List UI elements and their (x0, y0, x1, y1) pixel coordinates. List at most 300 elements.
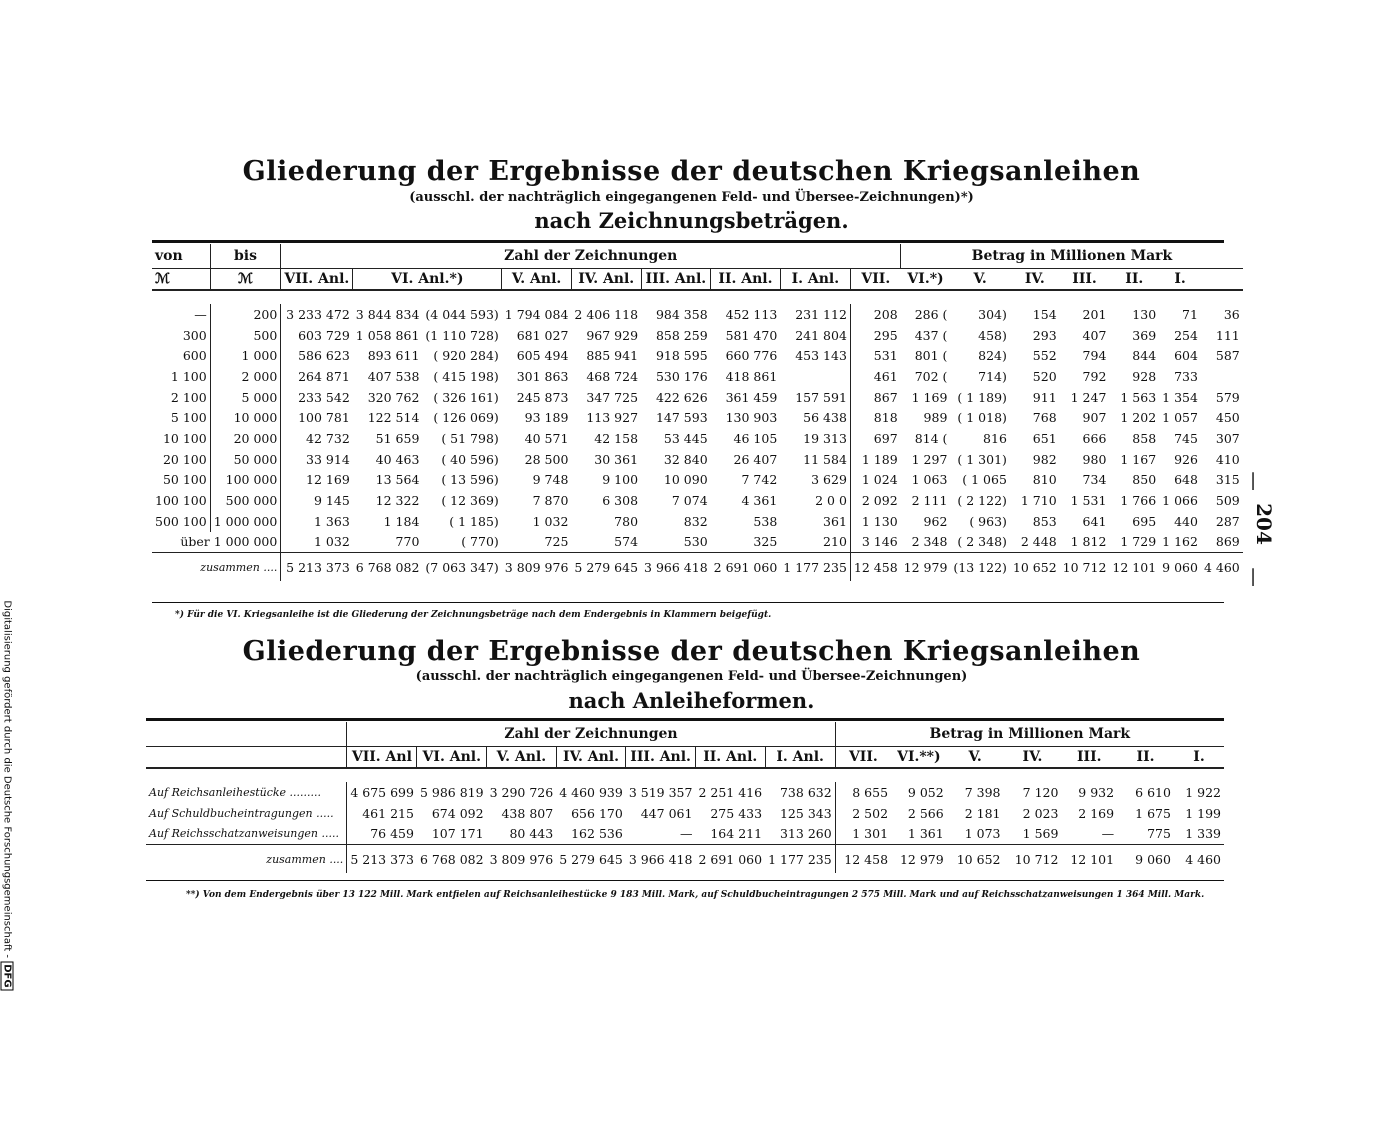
cell-a7: 1 301 (835, 823, 891, 844)
cell-c4: 9 100 (602, 472, 639, 488)
unit-von: ℳ (155, 270, 170, 287)
cell-a1: 1 922 (1185, 784, 1221, 800)
total-a5: 10 652 (947, 845, 1004, 874)
total-a6: 12 979 (891, 845, 947, 874)
count-col-header: IV. Anl. (571, 268, 641, 290)
cell-c1: 56 438 (803, 410, 847, 426)
cell-a2: 733 (1174, 368, 1198, 384)
cell-c6b: ( 13 596) (441, 472, 499, 488)
cell-a3: 369 (1132, 327, 1157, 343)
total-c4: 5 279 645 (571, 553, 641, 582)
cell-c4: 4 460 939 (559, 784, 623, 800)
cell-a3: 695 (1132, 513, 1157, 529)
cell-a1 (1201, 366, 1243, 387)
table-row (152, 490, 1243, 511)
total-c3: 3 966 418 (641, 553, 711, 582)
cell-c5: 1 032 (532, 513, 569, 529)
cell-c6b: ( 770) (461, 534, 499, 550)
row-bis: 50 000 (210, 449, 281, 470)
row-bis: 2 000 (210, 366, 281, 387)
cell-a1: 587 (1215, 348, 1240, 364)
count-col-header: VII. Anl (347, 746, 417, 768)
row-von: 100 100 (155, 493, 207, 509)
cell-c2: 660 776 (725, 348, 778, 364)
cell-c1: 231 112 (795, 306, 847, 322)
cell-c3: 10 090 (663, 472, 708, 488)
cell-c6: 320 762 (367, 389, 420, 405)
table1-heading: nach Zeichnungsbeträgen. (534, 208, 849, 233)
cell-a5: 2 181 (964, 805, 1001, 821)
amount-col-header: VII. (835, 746, 891, 768)
cell-a2: 1 162 (1162, 534, 1198, 550)
cell-c6b: ( 51 798) (441, 430, 499, 446)
page-number-dash-top: | (1250, 470, 1257, 491)
cell-a6: 1 361 (907, 826, 944, 842)
cell-c3: 984 358 (655, 306, 708, 322)
table1-title: Gliederung der Ergebnisse der deutschen Kriegsanleihen (242, 156, 1141, 187)
cell-a6b: 714) (978, 368, 1007, 384)
cell-a6b: ( 1 018) (957, 410, 1007, 426)
cell-a6: 437 ( (914, 327, 948, 343)
cell-c2: 538 (753, 513, 778, 529)
cell-a3: 1 202 (1120, 410, 1157, 426)
col-bis: bis (210, 244, 281, 268)
total-a5: 10 652 (1010, 553, 1060, 582)
cell-c6: 3 844 834 (355, 306, 420, 322)
cell-c1: 738 632 (779, 784, 832, 800)
table-row (152, 325, 1243, 346)
cell-c5: 681 027 (516, 327, 569, 343)
cell-a6: 702 ( (914, 368, 948, 384)
total-a6: 12 979 (901, 553, 951, 582)
table2-footnote: **) Von dem Endergebnis über 13 122 Mill. Mark entfielen auf Reichsanleihestücke 9 183 Mill. Mark, auf Schuldbucheintragungen 2 575 Mill. Mark und auf Reichsschatzanweisungen 1 364 Mill. Mark. (186, 890, 1205, 900)
cell-c4: 113 927 (586, 410, 639, 426)
cell-a1: 287 (1215, 513, 1240, 529)
cell-a5: 1 710 (1020, 493, 1057, 509)
cell-c6: 122 514 (367, 410, 420, 426)
cell-a4: 980 (1082, 451, 1107, 467)
cell-a2: 926 (1174, 451, 1198, 467)
row-bis: 5 000 (210, 387, 281, 408)
row-bis: 10 000 (210, 407, 281, 428)
cell-c7: 9 145 (281, 490, 353, 511)
cell-a6: 9 052 (907, 784, 944, 800)
row-bis: 1 000 (210, 345, 281, 366)
cell-a5: 520 (1032, 368, 1057, 384)
table1 (152, 244, 1243, 581)
count-col-header: II. Anl. (711, 268, 781, 290)
cell-a4: 1 812 (1070, 534, 1107, 550)
cell-c7: 264 871 (281, 366, 353, 387)
table2-bottom-rule (146, 880, 1224, 881)
table-row (152, 511, 1243, 532)
cell-c4: 468 724 (586, 368, 639, 384)
cell-a7: 208 (850, 304, 900, 325)
cell-a7: 1 024 (850, 470, 900, 491)
cell-c7: 100 781 (281, 407, 353, 428)
cell-a5: 154 (1032, 306, 1057, 322)
cell-c2: 130 903 (725, 410, 778, 426)
cell-c1: 157 591 (795, 389, 847, 405)
row-bis: 1 000 000 (210, 511, 281, 532)
cell-a5: 2 448 (1020, 534, 1057, 550)
cell-c6: 13 564 (375, 472, 420, 488)
count-col-header: I. Anl. (780, 268, 850, 290)
cell-a3: 844 (1132, 348, 1157, 364)
cell-a1: 111 (1215, 327, 1240, 343)
cell-c1 (780, 366, 850, 387)
total-a3: 12 101 (1061, 845, 1117, 874)
cell-a6b: ( 1 301) (957, 451, 1007, 467)
cell-a4: 907 (1082, 410, 1107, 426)
cell-a5: 982 (1032, 451, 1057, 467)
table1-subtitle: (ausschl. der nachträglich eingegangenen Feld- und Übersee-Zeichnungen)*) (409, 190, 974, 205)
cell-c5: 605 494 (516, 348, 569, 364)
cell-c7: 603 729 (281, 325, 353, 346)
cell-c2: 26 407 (733, 451, 778, 467)
table1-footnote: *) Für die VI. Kriegsanleihe ist die Gliederung der Zeichnungsbeträge nach dem Endergebnis in Klammern beigefügt. (175, 610, 772, 620)
cell-a5: 768 (1032, 410, 1057, 426)
total-c1: 1 177 235 (780, 553, 850, 582)
cell-c7: 33 914 (281, 449, 353, 470)
cell-c1: 313 260 (779, 826, 832, 842)
cell-a1: 1 199 (1185, 805, 1221, 821)
cell-a7: 295 (850, 325, 900, 346)
cell-a6b: ( 963) (969, 513, 1007, 529)
cell-c6: 5 986 819 (419, 784, 484, 800)
cell-a4: 641 (1082, 513, 1107, 529)
cell-c6: 407 538 (367, 368, 420, 384)
cell-c5: 438 807 (501, 805, 554, 821)
cell-c3: 7 074 (671, 493, 708, 509)
total-c6: 6 768 082 (353, 553, 423, 582)
cell-a6: 801 ( (914, 348, 948, 364)
cell-a6: 2 348 (911, 534, 948, 550)
cell-c4: 162 536 (571, 826, 623, 842)
cell-c3: 53 445 (663, 430, 708, 446)
cell-c1: 125 343 (779, 805, 832, 821)
row-von: 2 100 (170, 389, 207, 405)
total-c7: 5 213 373 (347, 845, 417, 874)
cell-a7: 3 146 (850, 532, 900, 553)
table-row (146, 803, 1224, 824)
total-c5: 3 809 976 (502, 553, 572, 582)
cell-c7: 42 732 (281, 428, 353, 449)
cell-c2: 418 861 (725, 368, 778, 384)
cell-a5: 7 398 (964, 784, 1001, 800)
cell-a5: 293 (1032, 327, 1057, 343)
total-c1: 1 177 235 (765, 845, 835, 874)
row-bis: 200 (210, 304, 281, 325)
cell-c7: 233 542 (281, 387, 353, 408)
row-bis: 100 000 (210, 470, 281, 491)
count-col-header: V. Anl. (487, 746, 557, 768)
cell-c2: 2 251 416 (698, 784, 763, 800)
cell-a4: 407 (1082, 327, 1107, 343)
cell-a6: 1 169 (911, 389, 948, 405)
count-col-header: VI. Anl. (417, 746, 487, 768)
cell-c4: 42 158 (594, 430, 639, 446)
total-row (152, 553, 1243, 582)
cell-a4: 734 (1082, 472, 1107, 488)
count-col-header: VI. Anl.*) (353, 268, 502, 290)
cell-a6b: ( 2 122) (957, 493, 1007, 509)
row-von: 500 100 (155, 513, 207, 529)
group-amount: Betrag in Millionen Mark (835, 722, 1224, 746)
cell-c5: 80 443 (509, 826, 554, 842)
cell-a6: 2 566 (907, 805, 944, 821)
cell-c3: 530 (683, 534, 708, 550)
cell-a5: 911 (1032, 389, 1057, 405)
amount-col-header: V. (968, 748, 982, 765)
cell-a1: 869 (1215, 534, 1240, 550)
total-c4: 5 279 645 (556, 845, 626, 874)
group-amount: Betrag in Millionen Mark (901, 244, 1243, 268)
total-c6b: (7 063 347) (422, 553, 501, 582)
cell-a2: 71 (1182, 306, 1198, 322)
row-label: Auf Reichsanleihestücke ......... (149, 785, 322, 799)
cell-c1: 210 (823, 534, 847, 550)
cell-a6: 1 297 (911, 451, 948, 467)
row-von: 1 100 (170, 368, 207, 384)
cell-c3: 918 595 (655, 348, 708, 364)
cell-c2: 275 433 (710, 805, 763, 821)
row-von: 5 100 (170, 410, 207, 426)
cell-c5: 93 189 (524, 410, 569, 426)
row-bis: 500 (210, 325, 281, 346)
cell-a1: 579 (1215, 389, 1240, 405)
cell-c6: 674 092 (431, 805, 484, 821)
cell-c2: 4 361 (741, 493, 778, 509)
cell-c3: 832 (683, 513, 708, 529)
cell-a3: — (1101, 826, 1115, 842)
cell-c6b: ( 326 161) (433, 389, 499, 405)
cell-a4: 794 (1082, 348, 1107, 364)
count-col-header: II. Anl. (695, 746, 765, 768)
cell-c2: 46 105 (733, 430, 778, 446)
cell-a5: 1 073 (964, 826, 1001, 842)
total-c7: 5 213 373 (281, 553, 353, 582)
cell-a6: 814 ( (914, 430, 948, 446)
cell-a7: 2 502 (835, 803, 891, 824)
cell-a6b: 458) (978, 327, 1007, 343)
cell-a4: 1 531 (1070, 493, 1107, 509)
cell-a3: 9 932 (1078, 784, 1115, 800)
cell-c7: 586 623 (281, 345, 353, 366)
table2-subtitle: (ausschl. der nachträglich eingegangenen Feld- und Übersee-Zeichnungen) (415, 669, 968, 684)
cell-a1: 410 (1215, 451, 1240, 467)
row-bis: 20 000 (210, 428, 281, 449)
cell-a3: 1 563 (1120, 389, 1157, 405)
cell-c7: 1 032 (281, 532, 353, 553)
cell-c5: 40 571 (524, 430, 569, 446)
cell-a2: 648 (1174, 472, 1198, 488)
cell-c6b: (1 110 728) (425, 327, 499, 343)
cell-c2: 7 742 (741, 472, 778, 488)
cell-c7: 3 233 472 (281, 304, 353, 325)
cell-a5: 853 (1032, 513, 1057, 529)
cell-c4: 780 (614, 513, 639, 529)
amount-col-header: IV. (1022, 748, 1043, 765)
cell-c6b: ( 12 369) (441, 493, 499, 509)
row-range-label: über 1 000 000 (180, 534, 278, 550)
table-row (146, 823, 1224, 844)
cell-c4: 574 (614, 534, 639, 550)
cell-a4: 2 023 (1022, 805, 1059, 821)
cell-a3: 850 (1132, 472, 1157, 488)
cell-c1: 2 0 0 (815, 493, 847, 509)
cell-a2: 1 675 (1135, 805, 1171, 821)
cell-a1: 36 (1223, 306, 1240, 322)
cell-c3: 32 840 (663, 451, 708, 467)
unit-bis: ℳ (210, 268, 281, 290)
amount-col-header: II. (1136, 748, 1155, 765)
amount-col-header: VI.*) (907, 270, 944, 287)
table-row (146, 782, 1224, 803)
table2 (146, 722, 1224, 873)
cell-a2: 745 (1174, 430, 1198, 446)
cell-c3: 147 593 (655, 410, 708, 426)
table-row (152, 407, 1243, 428)
cell-a6b: ( 1 189) (957, 389, 1007, 405)
row-bis: 500 000 (210, 490, 281, 511)
table-row (152, 532, 1243, 553)
cell-a7: 1 130 (850, 511, 900, 532)
table-row (152, 304, 1243, 325)
group-count: Zahl der Zeichnungen (347, 722, 835, 746)
cell-a2: 6 610 (1135, 784, 1171, 800)
total-a1: 4 460 (1174, 845, 1224, 874)
cell-a3: 1 766 (1120, 493, 1157, 509)
cell-c6: 40 463 (375, 451, 420, 467)
cell-c1: 3 629 (811, 472, 847, 488)
amount-col-header: I. (1193, 748, 1205, 765)
row-von: 300 (182, 327, 207, 343)
cell-a2: 604 (1174, 348, 1198, 364)
cell-c3: 447 061 (640, 805, 693, 821)
cell-a4: 792 (1082, 368, 1107, 384)
cell-c7: 1 363 (281, 511, 353, 532)
total-a4: 10 712 (1003, 845, 1061, 874)
cell-a3: 130 (1132, 306, 1157, 322)
amount-col-header: VII. (850, 268, 900, 290)
cell-c5: 725 (544, 534, 569, 550)
table-row (152, 449, 1243, 470)
amount-col-header: III. (1072, 270, 1097, 287)
cell-a6b: 816 (983, 430, 1007, 446)
cell-c1: 19 313 (803, 430, 847, 446)
cell-a3: 2 169 (1078, 805, 1115, 821)
cell-c7: 12 169 (281, 470, 353, 491)
total-c5: 3 809 976 (487, 845, 557, 874)
cell-c6: 770 (395, 534, 420, 550)
table-row (152, 387, 1243, 408)
row-label: Auf Reichsschatzanweisungen ..... (149, 827, 339, 841)
cell-c7: 76 459 (347, 823, 417, 844)
count-col-header: I. Anl. (765, 746, 835, 768)
cell-c1: 11 584 (803, 451, 847, 467)
cell-c4: 347 725 (586, 389, 639, 405)
cell-a4: 1 569 (1022, 826, 1059, 842)
total-a7: 12 458 (850, 553, 900, 582)
cell-a7: 697 (850, 428, 900, 449)
cell-a6: 2 111 (911, 493, 948, 509)
amount-col-header: III. (1076, 748, 1102, 765)
cell-a1: 509 (1215, 493, 1240, 509)
cell-c6: 107 171 (431, 826, 484, 842)
cell-c4: 30 361 (594, 451, 639, 467)
cell-c5: 3 290 726 (489, 784, 554, 800)
cell-a2: 775 (1147, 826, 1171, 842)
cell-c6: 1 058 861 (355, 327, 420, 343)
table-row (152, 345, 1243, 366)
table2-top-rule (146, 718, 1224, 721)
cell-a7: 8 655 (835, 782, 891, 803)
amount-col-header: VI.**) (897, 748, 941, 765)
digitization-credit: Digitalisierung gefördert durch die Deutsche Forschungsgemeinschaft - DFG (2, 471, 13, 1121)
cell-c7: 461 215 (347, 803, 417, 824)
cell-a1: 450 (1215, 410, 1240, 426)
cell-a5: 651 (1032, 430, 1057, 446)
total-a3: 12 101 (1109, 553, 1159, 582)
count-col-header: VII. Anl. (281, 268, 353, 290)
cell-c6: 893 611 (367, 348, 420, 364)
cell-a3: 1 729 (1120, 534, 1157, 550)
total-label: zusammen .... (152, 553, 281, 582)
cell-a2: 440 (1174, 513, 1198, 529)
cell-a7: 818 (850, 407, 900, 428)
row-label: Auf Schuldbucheintragungen ..... (149, 806, 334, 820)
cell-a6: 1 063 (911, 472, 948, 488)
cell-c6: 1 184 (383, 513, 420, 529)
cell-c6: 51 659 (375, 430, 420, 446)
page-number: 204 (1251, 503, 1276, 545)
cell-c3: 3 519 357 (628, 784, 693, 800)
row-von: 50 100 (162, 472, 207, 488)
table2-heading: nach Anleiheformen. (568, 688, 815, 713)
total-label: zusammen .... (146, 845, 347, 874)
row-von: — (194, 306, 207, 322)
cell-a4: 201 (1082, 306, 1107, 322)
cell-c3: — (679, 826, 693, 842)
amount-col-header: IV. (1024, 270, 1045, 287)
cell-a4: 1 247 (1070, 389, 1107, 405)
cell-c6b: ( 415 198) (433, 368, 499, 384)
table-row (152, 470, 1243, 491)
cell-c6: 12 322 (375, 493, 420, 509)
cell-c2: 581 470 (725, 327, 778, 343)
total-c6: 6 768 082 (417, 845, 487, 874)
cell-c7: 4 675 699 (347, 782, 417, 803)
cell-a3: 858 (1132, 430, 1157, 446)
total-c2: 2 691 060 (695, 845, 765, 874)
cell-a6: 286 ( (914, 306, 948, 322)
count-col-header: IV. Anl. (556, 746, 626, 768)
cell-c1: 453 143 (795, 348, 847, 364)
cell-c6b: ( 40 596) (441, 451, 499, 467)
amount-col-header: II. (1125, 270, 1144, 287)
cell-c5: 9 748 (532, 472, 569, 488)
cell-a2: 1 057 (1162, 410, 1198, 426)
cell-c6b: ( 126 069) (433, 410, 499, 426)
cell-a1: 307 (1215, 430, 1240, 446)
col-von: von (155, 247, 183, 264)
total-a4: 10 712 (1060, 553, 1110, 582)
total-c2: 2 691 060 (711, 553, 781, 582)
dfg-logo: DFG (1, 961, 14, 990)
cell-a1: 1 339 (1185, 826, 1221, 842)
cell-a7: 2 092 (850, 490, 900, 511)
